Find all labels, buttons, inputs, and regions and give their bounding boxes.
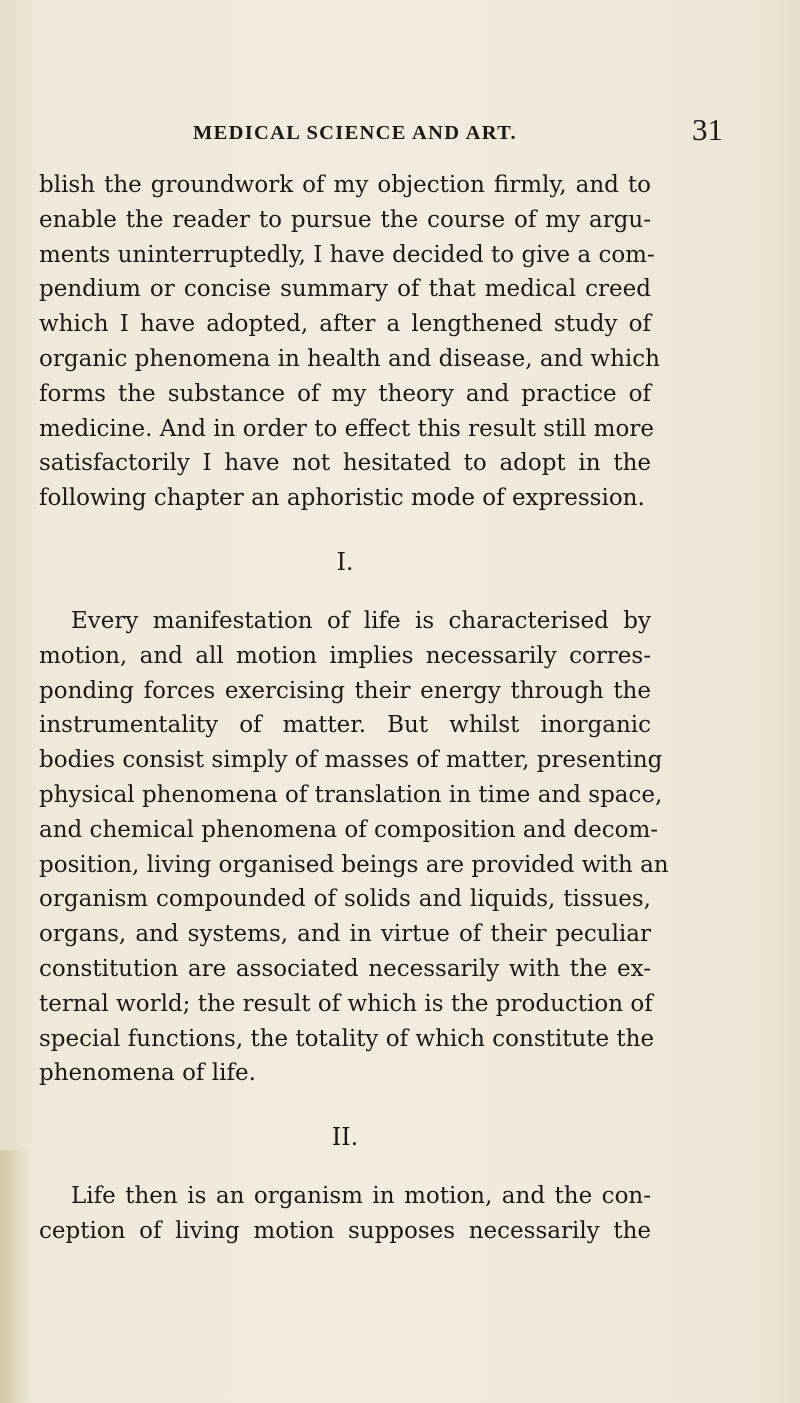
text-line: physical phenomena of translation in time and space,: [39, 781, 663, 808]
text-line: and chemical phenomena of composition and decom-: [39, 816, 659, 843]
section-heading: I.: [336, 547, 354, 576]
text-line: medicine. And in order to effect this result still more: [39, 415, 654, 442]
text-line: motion, and all motion implies necessarily corres-: [39, 642, 651, 669]
text-line: which I have adopted, after a lengthened study of: [39, 311, 651, 338]
text-line: organism compounded of solids and liquids, tissues,: [39, 886, 651, 913]
running-head: [193, 112, 723, 152]
text-line: ponding forces exercising their energy through the: [39, 677, 651, 704]
text-line: instrumentality of matter. But whilst inorganic: [39, 712, 651, 739]
page-edge-shadow: [0, 1150, 30, 1403]
text-line: organic phenomena in health and disease, and which: [39, 345, 660, 372]
text-line: blish the groundwork of my objection firmly, and to: [39, 172, 651, 198]
text-line: organs, and systems, and in virtue of their peculiar: [39, 921, 651, 948]
text-line: Every manifestation of life is characterised by: [71, 607, 651, 634]
body-text: [39, 168, 669, 1249]
section-1: [39, 532, 669, 1091]
text-line: pendium or concise summary of that medical creed: [39, 276, 651, 303]
text-line: bodies consist simply of masses of matter, presenting: [39, 747, 663, 774]
text-line: forms the substance of my theory and practice of: [39, 380, 651, 407]
intro-paragraph: [39, 168, 660, 516]
text-line: position, living organised beings are provided with an: [39, 851, 669, 878]
text-line: constitution are associated necessarily with the ex-: [39, 955, 651, 982]
text-line: following chapter an aphoristic mode of expression.: [39, 485, 645, 512]
running-title: MEDICAL SCIENCE AND ART.: [193, 122, 517, 144]
text-line: ments uninterruptedly, I have decided to give a com-: [39, 241, 655, 268]
text-line: enable the reader to pursue the course of my argu-: [39, 206, 651, 233]
text-line: Life then is an organism in motion, and the con-: [71, 1183, 651, 1210]
text-line: ception of living motion supposes necessarily the: [39, 1217, 651, 1244]
page-number: 31: [692, 112, 723, 147]
section-heading: II.: [331, 1123, 359, 1152]
text-line: special functions, the totality of which constitute the: [39, 1025, 655, 1052]
text-line: ternal world; the result of which is the production of: [39, 990, 653, 1017]
section-2: [39, 1107, 651, 1249]
text-line: satisfactorily I have not hesitated to adopt in the: [39, 450, 651, 477]
text-line: phenomena of life.: [39, 1060, 256, 1087]
